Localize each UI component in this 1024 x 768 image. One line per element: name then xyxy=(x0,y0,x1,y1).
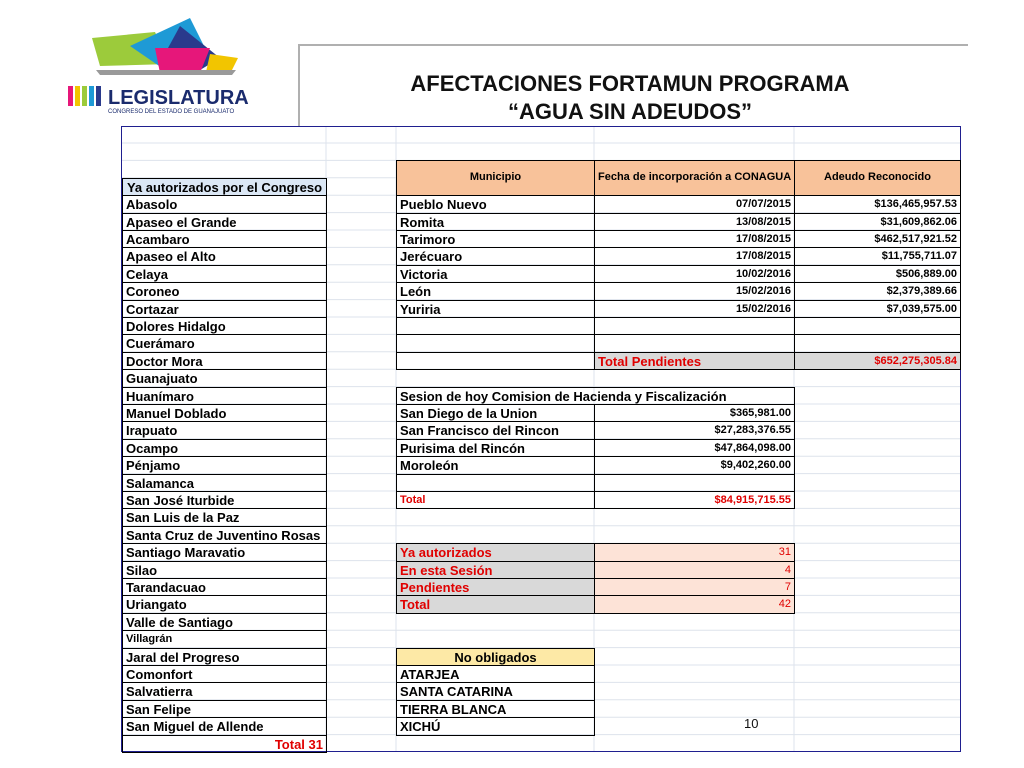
authorized-municipality: Dolores Hidalgo xyxy=(122,317,327,335)
slide-frame-left xyxy=(298,44,300,128)
pending-empty-cell xyxy=(794,317,961,335)
pending-header-2: Adeudo Reconocido xyxy=(794,160,961,196)
not-obligated-municipality: TIERRA BLANCA xyxy=(396,700,595,718)
summary-count: 4 xyxy=(594,561,795,579)
pending-date: 13/08/2015 xyxy=(594,213,795,231)
not-obligated-municipality: XICHÚ xyxy=(396,717,595,735)
pending-municipality: Pueblo Nuevo xyxy=(396,195,595,213)
session-empty-cell xyxy=(396,474,595,492)
pending-municipality: Victoria xyxy=(396,265,595,283)
authorized-municipality: San Felipe xyxy=(122,700,327,718)
pending-date: 15/02/2016 xyxy=(594,282,795,300)
pending-date: 07/07/2015 xyxy=(594,195,795,213)
pending-amount: $2,379,389.66 xyxy=(794,282,961,300)
pending-municipality: Jerécuaro xyxy=(396,247,595,265)
authorized-municipality: Uriangato xyxy=(122,595,327,613)
summary-count: 31 xyxy=(594,543,795,561)
session-amount: $365,981.00 xyxy=(594,404,795,422)
session-municipality: San Diego de la Union xyxy=(396,404,595,422)
session-municipality: Purisima del Rincón xyxy=(396,439,595,457)
summary-label: Pendientes xyxy=(396,578,595,596)
authorized-municipality: Cortazar xyxy=(122,300,327,318)
pending-header-1: Fecha de incorporación a CONAGUA xyxy=(594,160,795,196)
authorized-municipality: Apaseo el Alto xyxy=(122,247,327,265)
pending-date: 10/02/2016 xyxy=(594,265,795,283)
spreadsheet xyxy=(121,126,961,752)
authorized-header: Ya autorizados por el Congreso xyxy=(122,178,327,196)
authorized-municipality: Irapuato xyxy=(122,421,327,439)
pending-header-0: Municipio xyxy=(396,160,595,196)
session-total-value: $84,915,715.55 xyxy=(594,491,795,509)
pending-municipality: Tarimoro xyxy=(396,230,595,248)
summary-count: 42 xyxy=(594,595,795,613)
authorized-municipality: Guanajuato xyxy=(122,369,327,387)
authorized-municipality: San José Iturbide xyxy=(122,491,327,509)
slide-frame-top xyxy=(298,44,968,46)
session-amount: $47,864,098.00 xyxy=(594,439,795,457)
authorized-municipality: Salamanca xyxy=(122,474,327,492)
authorized-municipality: San Miguel de Allende xyxy=(122,717,327,735)
pending-amount: $462,517,921.52 xyxy=(794,230,961,248)
pending-amount: $506,889.00 xyxy=(794,265,961,283)
pending-municipality: Romita xyxy=(396,213,595,231)
pending-amount: $136,465,957.53 xyxy=(794,195,961,213)
session-amount: $9,402,260.00 xyxy=(594,456,795,474)
authorized-municipality: Abasolo xyxy=(122,195,327,213)
authorized-municipality: San Luis de la Paz xyxy=(122,508,327,526)
authorized-municipality: Pénjamo xyxy=(122,456,327,474)
not-obligated-municipality: SANTA CATARINA xyxy=(396,682,595,700)
session-municipality: San Francisco del Rincon xyxy=(396,421,595,439)
authorized-municipality: Valle de Santiago xyxy=(122,613,327,631)
pending-date: 15/02/2016 xyxy=(594,300,795,318)
pending-empty-cell xyxy=(594,334,795,352)
summary-label: En esta Sesión xyxy=(396,561,595,579)
not-obligated-municipality: ATARJEA xyxy=(396,665,595,683)
session-total-label: Total xyxy=(396,491,595,509)
authorized-municipality: Tarandacuao xyxy=(122,578,327,596)
authorized-municipality: Coroneo xyxy=(122,282,327,300)
pending-municipality: León xyxy=(396,282,595,300)
legislatura-logo xyxy=(60,18,300,118)
pending-empty-cell xyxy=(794,334,961,352)
not-obligated-header: No obligados xyxy=(396,648,595,666)
session-empty-cell xyxy=(594,474,795,492)
authorized-municipality: Salvatierra xyxy=(122,682,327,700)
authorized-municipality: Celaya xyxy=(122,265,327,283)
authorized-municipality: Cuerámaro xyxy=(122,334,327,352)
authorized-municipality: Santiago Maravatio xyxy=(122,543,327,561)
pending-empty-cell xyxy=(594,317,795,335)
pending-empty-cell xyxy=(396,352,595,370)
pending-total-label: Total Pendientes xyxy=(594,352,795,370)
pending-municipality: Yuriria xyxy=(396,300,595,318)
session-amount: $27,283,376.55 xyxy=(594,421,795,439)
summary-label: Total xyxy=(396,595,595,613)
pending-empty-cell xyxy=(396,317,595,335)
session-header: Sesion de hoy Comision de Hacienda y Fiscalización xyxy=(396,387,795,405)
pending-amount: $31,609,862.06 xyxy=(794,213,961,231)
page-number: 10 xyxy=(744,716,759,731)
session-municipality: Moroleón xyxy=(396,456,595,474)
logo-subtitle: CONGRESO DEL ESTADO DE GUANAJUATO xyxy=(108,109,235,115)
pending-amount: $11,755,711.07 xyxy=(794,247,961,265)
summary-label: Ya autorizados xyxy=(396,543,595,561)
slide-title xyxy=(330,70,930,126)
summary-count: 7 xyxy=(594,578,795,596)
authorized-total: Total 31 xyxy=(122,735,327,753)
authorized-municipality: Huanímaro xyxy=(122,387,327,405)
logo-brand: LEGISLATURA xyxy=(108,87,249,109)
pending-date: 17/08/2015 xyxy=(594,230,795,248)
authorized-municipality: Santa Cruz de Juventino Rosas xyxy=(122,526,327,544)
pending-empty-cell xyxy=(396,334,595,352)
authorized-municipality: Acambaro xyxy=(122,230,327,248)
authorized-municipality: Jaral del Progreso xyxy=(122,648,327,666)
authorized-municipality: Villagrán xyxy=(122,630,327,648)
pending-total-value: $652,275,305.84 xyxy=(794,352,961,370)
authorized-municipality: Comonfort xyxy=(122,665,327,683)
authorized-municipality: Doctor Mora xyxy=(122,352,327,370)
pending-amount: $7,039,575.00 xyxy=(794,300,961,318)
title-line-2: “AGUA SIN ADEUDOS” xyxy=(507,99,753,124)
authorized-municipality: Silao xyxy=(122,561,327,579)
authorized-municipality: Apaseo el Grande xyxy=(122,213,327,231)
authorized-municipality: Manuel Doblado xyxy=(122,404,327,422)
authorized-municipality: Ocampo xyxy=(122,439,327,457)
title-line-1: AFECTACIONES FORTAMUN PROGRAMA xyxy=(410,71,850,96)
pending-date: 17/08/2015 xyxy=(594,247,795,265)
